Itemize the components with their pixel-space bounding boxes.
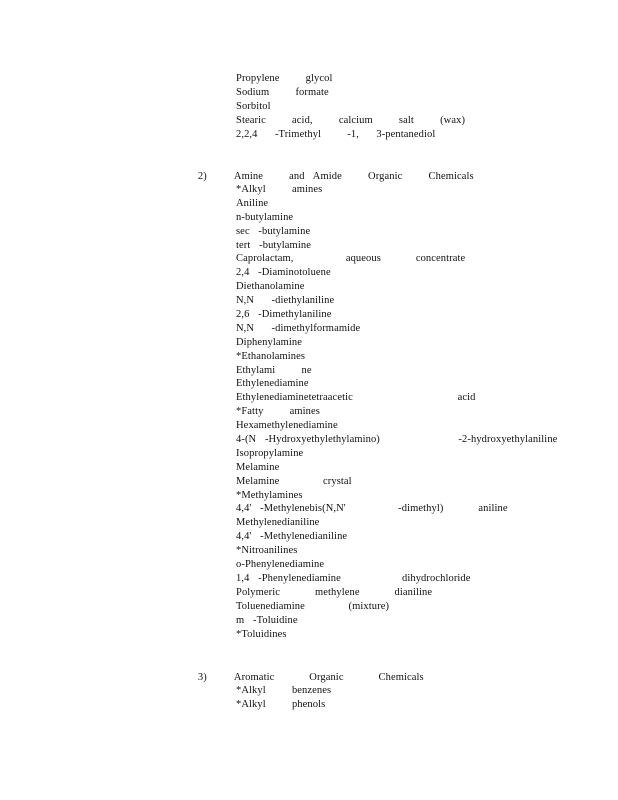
list-item: Hexamethylenediamine xyxy=(236,420,338,432)
list-item: *Nitroanilines xyxy=(236,545,298,557)
list-item: Melamine xyxy=(236,461,280,473)
list-item: Ethylenediamine xyxy=(236,378,309,390)
list-item: Diethanolamine xyxy=(236,281,305,293)
list-item: 2,6 -Dimethylaniline xyxy=(236,309,332,321)
section-heading-amine-amide xyxy=(163,156,474,182)
section-number: 3) xyxy=(197,672,207,683)
list-item: Methylenedianiline xyxy=(236,517,320,529)
list-item: Sodium formate xyxy=(236,86,329,98)
list-item: Polymeric methylene dianiline xyxy=(236,586,433,598)
section-heading-aromatic xyxy=(163,657,424,683)
list-item: Aniline xyxy=(236,197,269,209)
list-item: *Fatty amines xyxy=(236,406,320,418)
list-item: tert -butylamine xyxy=(236,239,311,251)
list-item: Caprolactam, aqueous concentrate xyxy=(236,253,466,265)
list-item: Sorbitol xyxy=(236,100,271,112)
list-item: 1,4 -Phenylenediamine dihydrochloride xyxy=(236,572,471,584)
list-item: o-Phenylenediamine xyxy=(236,559,325,571)
list-item: 4-(N -Hydroxyethylethylamino) -2-hydroxyethylaniline xyxy=(236,434,558,446)
list-item: sec -butylamine xyxy=(236,225,311,237)
list-item: Melamine crystal xyxy=(236,475,352,487)
list-item: N,N -dimethylformamide xyxy=(236,322,361,334)
list-item: Propylene glycol xyxy=(236,73,333,84)
list-item: Ethylami ne xyxy=(236,364,312,376)
list-item: Isopropylamine xyxy=(236,447,304,459)
list-item: Stearic acid, calcium salt (wax) xyxy=(236,114,466,126)
list-item: N,N -diethylaniline xyxy=(236,295,335,307)
section-number: 2) xyxy=(197,171,207,182)
list-item: Toluenediamine (mixture) xyxy=(236,600,390,612)
list-item: *Toluidines xyxy=(236,628,287,640)
list-item: *Alkyl amines xyxy=(236,184,323,195)
list-item: 2,4 -Diaminotoluene xyxy=(236,267,331,279)
list-item: *Ethanolamines xyxy=(236,350,306,362)
chemical-list-amine-amide xyxy=(236,183,557,641)
list-item: *Alkyl phenols xyxy=(236,698,326,710)
section-title: Aromatic Organic Chemicals xyxy=(233,672,424,683)
list-item: 4,4' -Methylenedianiline xyxy=(236,531,348,543)
list-item: Diphenylamine xyxy=(236,336,303,348)
section-title: Amine and Amide Organic Chemicals xyxy=(233,171,474,182)
list-item: 4,4' -Methylenebis(N,N' -dimethyl) aniline xyxy=(236,503,508,515)
list-item: n-butylamine xyxy=(236,211,294,223)
list-item: *Alkyl benzenes xyxy=(236,685,332,696)
chemical-list-continued xyxy=(236,72,465,141)
list-item: m -Toluidine xyxy=(236,614,298,626)
chemical-list-aromatic xyxy=(236,684,331,712)
list-item: 2,2,4 -Trimethyl -1, 3-pentanediol xyxy=(236,128,436,140)
list-item: *Methylamines xyxy=(236,489,303,501)
list-item: Ethylenediaminetetraacetic acid xyxy=(236,392,476,404)
